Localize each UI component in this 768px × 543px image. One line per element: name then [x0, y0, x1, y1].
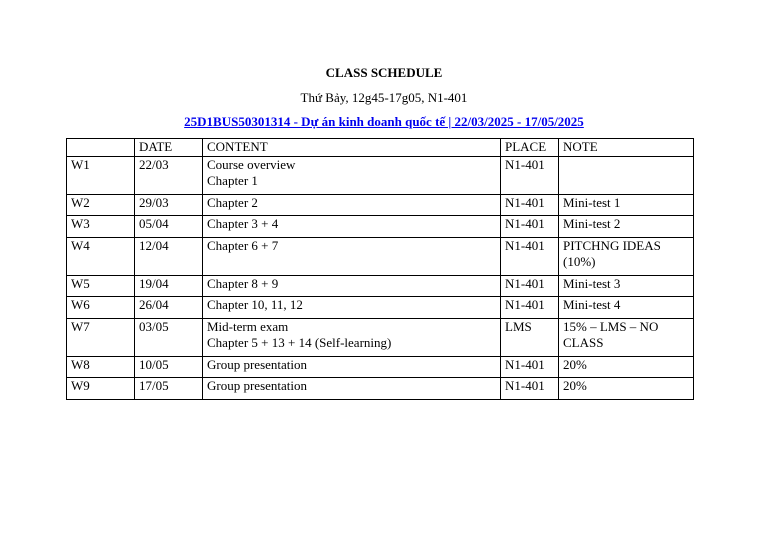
content-cell — [203, 216, 501, 238]
content-cell — [203, 318, 501, 356]
week-cell: W2 — [67, 194, 135, 216]
header-place: PLACE — [501, 139, 559, 157]
header-content: CONTENT — [203, 139, 501, 157]
note-cell — [559, 318, 694, 356]
week-cell: W7 — [67, 318, 135, 356]
course-link[interactable]: 25D1BUS50301314 - Dự án kinh doanh quốc tế | 22/03/2025 - 17/05/2025 — [184, 114, 584, 129]
schedule-table — [66, 138, 694, 400]
header-note: NOTE — [559, 139, 694, 157]
place-cell: N1-401 — [501, 156, 559, 194]
date-cell: 03/05 — [135, 318, 203, 356]
note-cell-line: 20% — [563, 356, 587, 372]
note-cell — [559, 297, 694, 319]
content-cell-line: Chapter 2 — [207, 194, 258, 210]
note-cell — [559, 194, 694, 216]
content-cell-line: Chapter 5 + 13 + 14 (Self-learning) — [207, 335, 392, 350]
note-cell-line: PITCHNG IDEAS — [563, 237, 661, 253]
place-cell: N1-401 — [501, 194, 559, 216]
note-cell — [559, 378, 694, 400]
table-row — [67, 275, 694, 297]
note-cell — [559, 156, 694, 194]
schedule-subtitle: Thứ Bảy, 12g45-17g05, N1-401 — [300, 90, 468, 105]
content-cell-line: Group presentation — [207, 356, 308, 372]
note-cell-line: Mini-test 2 — [563, 216, 621, 231]
table-row — [67, 356, 694, 378]
content-cell-line: Chapter 8 + 9 — [207, 275, 279, 291]
date-cell: 05/04 — [135, 216, 203, 238]
header-date: DATE — [135, 139, 203, 157]
content-cell — [203, 297, 501, 319]
note-cell-line: Mini-test 3 — [563, 275, 621, 291]
table-row — [67, 237, 694, 275]
table-row — [67, 378, 694, 400]
table-row — [67, 216, 694, 238]
week-cell: W1 — [67, 156, 135, 194]
date-cell: 29/03 — [135, 194, 203, 216]
note-cell-line: Mini-test 1 — [563, 194, 621, 210]
date-cell: 10/05 — [135, 356, 203, 378]
header-week — [67, 139, 135, 157]
content-cell — [203, 194, 501, 216]
content-cell-line: Chapter 3 + 4 — [207, 216, 279, 231]
course-link-container — [0, 113, 768, 130]
content-cell — [203, 356, 501, 378]
content-cell — [203, 378, 501, 400]
date-cell: 12/04 — [135, 237, 203, 275]
week-cell: W5 — [67, 275, 135, 297]
note-cell — [559, 356, 694, 378]
week-cell: W8 — [67, 356, 135, 378]
date-cell: 22/03 — [135, 156, 203, 194]
content-cell-line: Course overview — [207, 156, 296, 172]
place-cell: N1-401 — [501, 237, 559, 275]
note-cell-line: 15% – LMS – NO — [563, 318, 659, 334]
place-cell: N1-401 — [501, 356, 559, 378]
table-header-row — [67, 139, 694, 157]
date-cell: 26/04 — [135, 297, 203, 319]
note-cell — [559, 275, 694, 297]
schedule-body — [67, 156, 694, 399]
place-cell: N1-401 — [501, 378, 559, 400]
table-row — [67, 194, 694, 216]
content-cell-line: Group presentation — [207, 378, 308, 393]
week-cell: W4 — [67, 237, 135, 275]
table-row — [67, 156, 694, 194]
content-cell-line: Mid-term exam — [207, 318, 289, 334]
place-cell: LMS — [501, 318, 559, 356]
note-cell-line: Mini-test 4 — [563, 297, 621, 312]
content-cell-line: Chapter 6 + 7 — [207, 237, 279, 253]
note-cell-line: CLASS — [563, 335, 604, 350]
place-cell: N1-401 — [501, 216, 559, 238]
date-cell: 19/04 — [135, 275, 203, 297]
week-cell: W3 — [67, 216, 135, 238]
table-row — [67, 297, 694, 319]
note-cell-line: 20% — [563, 378, 587, 393]
content-cell — [203, 275, 501, 297]
date-cell: 17/05 — [135, 378, 203, 400]
note-cell — [559, 237, 694, 275]
place-cell: N1-401 — [501, 275, 559, 297]
content-cell — [203, 237, 501, 275]
week-cell: W6 — [67, 297, 135, 319]
content-cell — [203, 156, 501, 194]
content-cell-line: Chapter 1 — [207, 173, 258, 188]
note-cell-line: (10%) — [563, 254, 596, 269]
content-cell-line: Chapter 10, 11, 12 — [207, 297, 303, 312]
note-cell — [559, 216, 694, 238]
place-cell: N1-401 — [501, 297, 559, 319]
week-cell: W9 — [67, 378, 135, 400]
table-row — [67, 318, 694, 356]
page-title: CLASS SCHEDULE — [325, 65, 443, 80]
